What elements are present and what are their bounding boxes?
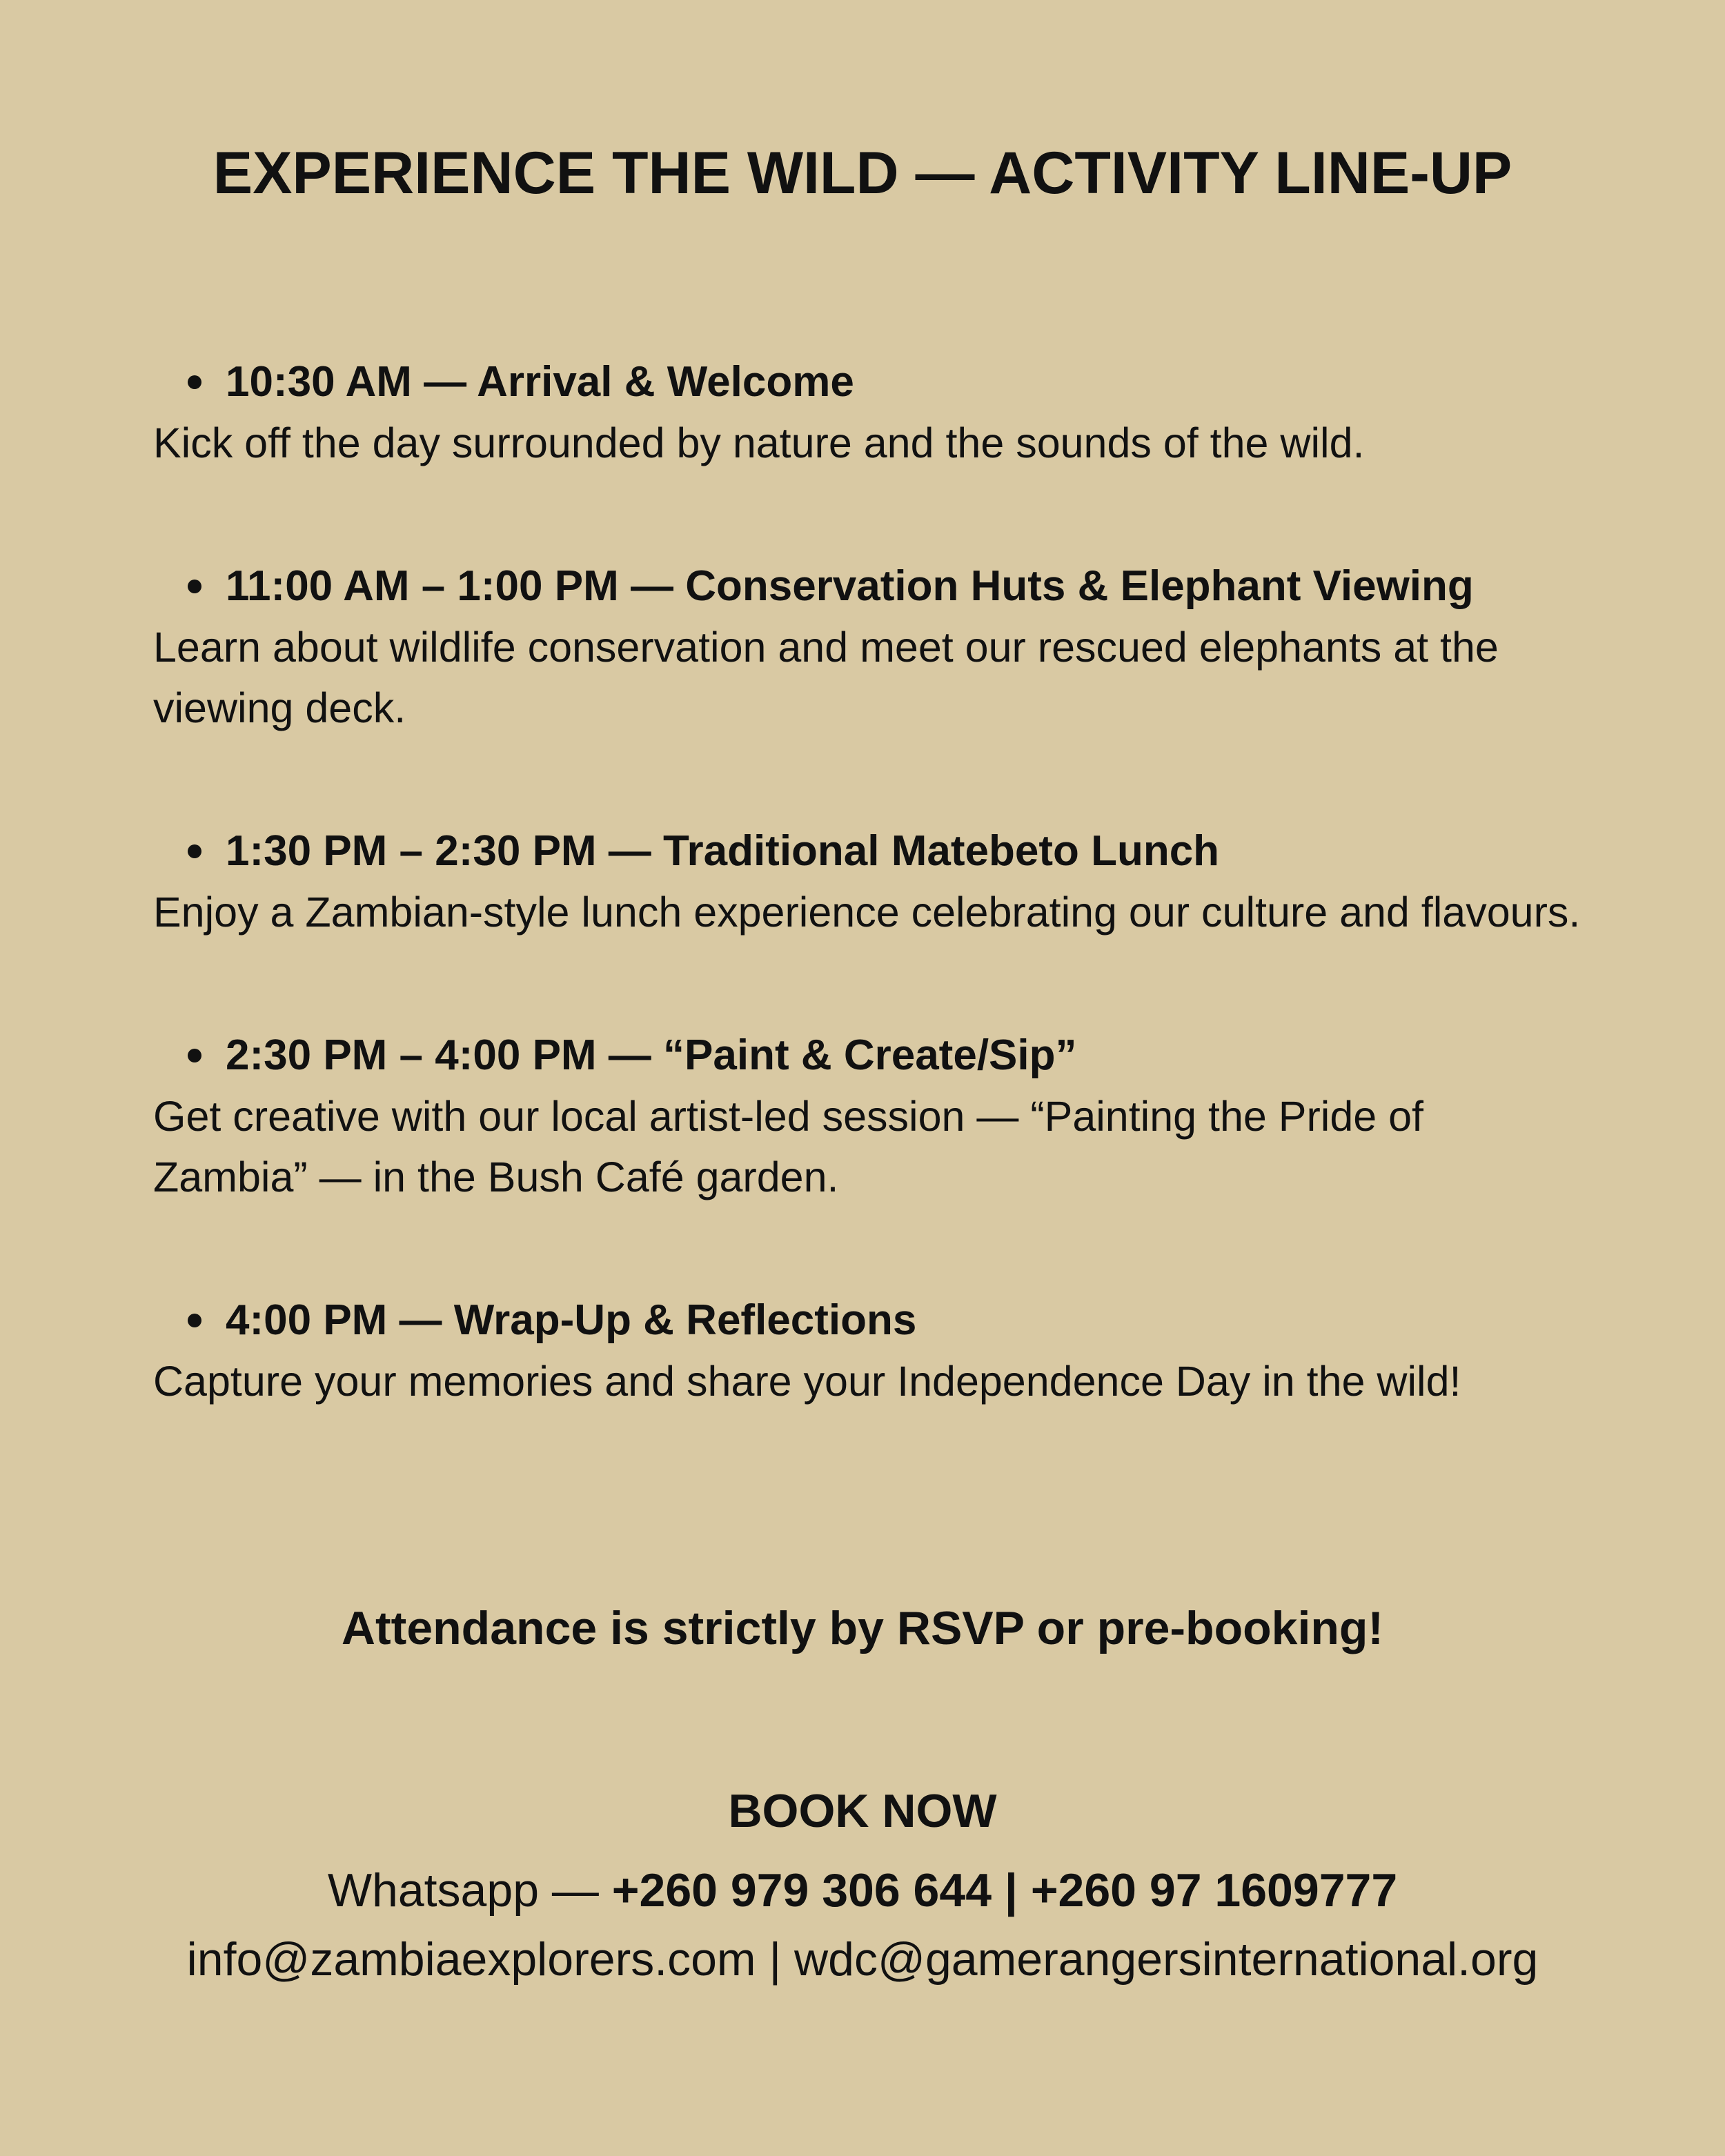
schedule-item: [153, 556, 1602, 738]
schedule-item-time-title: 1:30 PM – 2:30 PM — Traditional Matebeto Lunch: [226, 827, 1220, 875]
email-link-2[interactable]: wdc@gamerangersinternational.org: [794, 1933, 1539, 1986]
phone-number-2[interactable]: +260 97 1609777: [1030, 1864, 1398, 1917]
schedule-item-description: Capture your memories and share your Independence Day in the wild!: [153, 1358, 1461, 1405]
phone-separator: |: [992, 1864, 1031, 1917]
schedule-item-heading: [153, 1290, 1602, 1351]
schedule-item-heading: [153, 556, 1602, 617]
whatsapp-label: Whatsapp —: [327, 1864, 612, 1917]
schedule-item-heading: [153, 821, 1602, 882]
schedule-item-heading: [153, 1025, 1602, 1086]
schedule-item-time-title: 10:30 AM — Arrival & Welcome: [226, 358, 854, 406]
schedule-list: [153, 352, 1602, 1494]
email-separator: |: [756, 1933, 795, 1986]
schedule-item-description: Enjoy a Zambian-style lunch experience celebrating our culture and flavours.: [153, 889, 1581, 936]
bullet-icon: [188, 375, 201, 389]
rsvp-notice: Attendance is strictly by RSVP or pre-booking!: [341, 1602, 1384, 1654]
bullet-icon: [188, 844, 201, 858]
page-title: EXPERIENCE THE WILD — ACTIVITY LINE-UP: [213, 140, 1512, 206]
schedule-item-description: Kick off the day surrounded by nature and the sounds of the wild.: [153, 419, 1365, 466]
email-contact-line: [0, 1925, 1725, 1994]
bullet-icon: [188, 1314, 201, 1327]
phone-number-1[interactable]: +260 979 306 644: [611, 1864, 992, 1917]
schedule-item-time-title: 2:30 PM – 4:00 PM — “Paint & Create/Sip”: [226, 1031, 1077, 1079]
bullet-icon: [188, 1049, 201, 1062]
book-now-heading: BOOK NOW: [728, 1785, 997, 1837]
bullet-icon: [188, 580, 201, 593]
schedule-item: [153, 352, 1602, 473]
schedule-item-time-title: 11:00 AM – 1:00 PM — Conservation Huts & Elephant Viewing: [226, 562, 1474, 610]
schedule-item-description: Get creative with our local artist-led session — “Painting the Pride of Zambia” — in the Bush Café garden.: [153, 1093, 1423, 1200]
schedule-item-description: Learn about wildlife conservation and meet our rescued elephants at the viewing deck.: [153, 624, 1499, 731]
schedule-item: [153, 1290, 1602, 1412]
schedule-item-time-title: 4:00 PM — Wrap-Up & Reflections: [226, 1296, 917, 1344]
schedule-item: [153, 1025, 1602, 1207]
schedule-item-heading: [153, 352, 1602, 413]
whatsapp-contact-line: [0, 1856, 1725, 1925]
email-link-1[interactable]: info@zambiaexplorers.com: [186, 1933, 756, 1986]
schedule-item: [153, 821, 1602, 942]
